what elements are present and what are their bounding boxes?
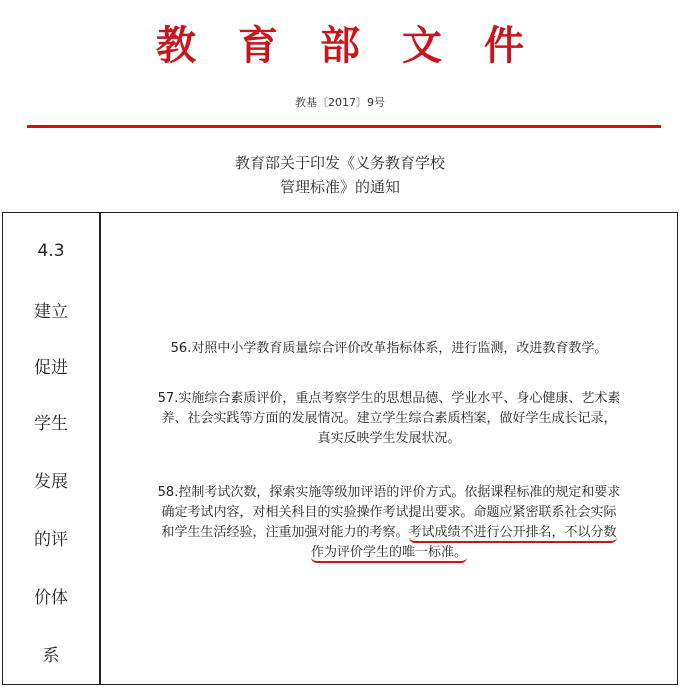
category-label-part: 学生 [34,414,68,434]
content-column [101,213,677,684]
item-58-plain-text: 和学生生活经验，注重加强对能力的考察。 [161,525,409,540]
red-divider-rule [27,125,661,128]
document-header-title: 教育部文件 [156,22,566,69]
item-58-line-4 [109,543,669,563]
item-57 [109,389,669,449]
item-57-line: 57.实施综合素质评价，重点考察学生的思想品德、学业水平、身心健康、艺术素 [157,391,621,406]
standards-table [2,212,678,685]
category-label-part: 系 [42,646,60,666]
item-56: 56.对照中小学教育质量综合评价改革指标体系，进行监测，改进教育教学。 [170,341,608,356]
item-57-line: 养、社会实践等方面的发展情况。建立学生综合素质档案，做好学生成长记录， [161,411,617,426]
category-label-part: 建立 [34,302,68,322]
notice-title-line-1: 教育部关于印发《义务教育学校 [234,154,445,172]
item-58-line: 确定考试内容，对相关科目的实验操作考试提出要求。命题应紧密联系社会实际 [161,505,617,520]
category-label-part: 的评 [34,530,68,550]
notice-title [0,151,680,199]
category-column [3,213,99,684]
document-number: 教基〔2017〕9号 [295,96,385,109]
category-label-part: 4.3 [37,241,65,261]
highlighted-text: 作为评价学生的唯一标准。 [311,545,467,563]
highlighted-text: 考试成绩不进行公开排名，不以分数 [409,525,617,543]
category-label-part: 发展 [34,472,68,492]
notice-title-line-2: 管理标准》的通知 [279,178,400,196]
category-label-part: 价体 [34,588,68,608]
item-57-line: 真实反映学生发展状况。 [317,431,461,446]
item-58 [109,483,669,563]
category-label-part: 促进 [34,358,68,378]
item-58-line-3 [109,523,669,543]
item-58-line: 58.控制考试次数，探索实施等级加评语的评价方式。依据课程标准的规定和要求 [157,485,621,500]
